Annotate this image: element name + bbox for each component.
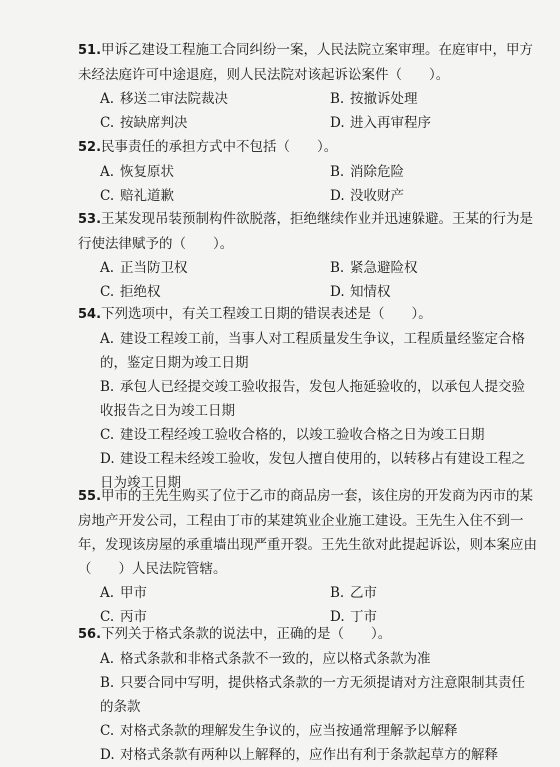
text: 甲诉乙建设工程施工合同纠纷一案，人民法院立案审理。在庭审中，甲方未经法庭许可中途退庭，则人民法院对该起诉讼案件（ ）。 (78, 42, 534, 83)
text: 53. (78, 212, 102, 227)
option-letter: A. (100, 651, 115, 667)
option-d (308, 280, 538, 304)
text: 对格式条款有两种以上解释的，应作出有利于条款起草方的解释 (120, 747, 498, 763)
option-a (78, 327, 538, 375)
option-c (78, 280, 308, 304)
text: 格式条款和非格式条款不一致的，应以格式条款为准 (120, 651, 431, 667)
option-b (308, 581, 538, 605)
option-letter: C. (100, 284, 115, 300)
text: 恢复原状 (120, 164, 174, 180)
question-stem (78, 302, 538, 327)
text: 进入再审程序 (350, 115, 431, 131)
text: 民事责任的承担方式中不包括（ ）。 (101, 139, 338, 155)
text: 按撤诉处理 (350, 91, 418, 107)
question-54 (78, 302, 538, 495)
text: 按缺席判决 (120, 115, 188, 131)
question-stem (78, 207, 538, 256)
option-letter: B. (100, 379, 115, 395)
option-letter: A. (100, 164, 115, 180)
option-c (78, 423, 538, 447)
option-a (78, 160, 308, 184)
text: 56. (78, 627, 102, 642)
option-letter: C. (100, 427, 115, 443)
options (78, 327, 538, 495)
option-a (78, 256, 308, 280)
option-d (78, 743, 538, 767)
option-letter: C. (100, 609, 115, 625)
option-letter: D. (330, 609, 345, 625)
option-c (78, 111, 308, 135)
options (78, 647, 538, 767)
option-a (78, 581, 308, 605)
text: 只要合同中写明，提供格式条款的一方无须提请对方注意限制其责任的条款 (100, 675, 525, 715)
option-letter: A. (100, 260, 115, 276)
option-letter: A. (100, 331, 115, 347)
text: 下列关于格式条款的说法中，正确的是（ ）。 (101, 626, 392, 642)
option-letter: C. (100, 723, 115, 739)
option-d (308, 111, 538, 135)
question-56 (78, 622, 538, 767)
text: 承包人已经提交竣工验收报告，发包人拖延验收的，以承包人提交验收报告之日为竣工日期 (100, 379, 525, 419)
text: 丁市 (350, 609, 377, 625)
text: 甲市 (120, 585, 147, 601)
option-d (308, 184, 538, 208)
option-c (78, 184, 308, 208)
question-stem (78, 135, 538, 160)
text: 正当防卫权 (120, 260, 188, 276)
text: 紧急避险权 (350, 260, 418, 276)
option-letter: D. (330, 284, 345, 300)
options (78, 160, 538, 208)
option-letter: B. (330, 585, 345, 601)
option-b (78, 375, 538, 423)
text: 知情权 (350, 284, 391, 300)
text: 建设工程未经竣工验收，发包人擅自使用的，以转移占有建设工程之日为竣工日期 (100, 451, 525, 491)
options (78, 87, 538, 135)
text: 赔礼道歉 (120, 188, 174, 204)
option-letter: B. (330, 91, 345, 107)
question-51 (78, 38, 538, 135)
option-letter: B. (330, 260, 345, 276)
options (78, 256, 538, 304)
text: 甲市的王先生购买了位于乙市的商品房一套，该住房的开发商为丙市的某房地产开发公司，工程由丁市的某建筑业企业施工建设。王先生入住不到一年，发现该房屋的承重墙出现严重开裂。王先生欲对此提起诉讼，则本案应由（ ）人民法院管辖。 (78, 488, 537, 577)
text: 55. (78, 489, 102, 504)
text: 建设工程经竣工验收合格的，以竣工验收合格之日为竣工日期 (120, 427, 485, 443)
option-b (308, 87, 538, 111)
option-letter: C. (100, 188, 115, 204)
option-letter: D. (330, 115, 345, 131)
text: 52. (78, 140, 102, 155)
option-letter: D. (330, 188, 345, 204)
option-a (78, 87, 308, 111)
text: 没收财产 (350, 188, 404, 204)
option-letter: B. (330, 164, 345, 180)
option-b (308, 160, 538, 184)
question-55 (78, 484, 538, 629)
question-stem (78, 484, 538, 581)
option-a (78, 647, 538, 671)
text: 乙市 (350, 585, 377, 601)
option-letter: D. (100, 451, 115, 467)
question-stem (78, 622, 538, 647)
text: 移送二审法院裁决 (120, 91, 228, 107)
question-53 (78, 207, 538, 304)
option-b (78, 671, 538, 719)
option-letter: B. (100, 675, 115, 691)
text: 对格式条款的理解发生争议的，应当按通常理解予以解释 (120, 723, 458, 739)
option-b (308, 256, 538, 280)
text: 下列选项中，有关工程竣工日期的错误表述是（ ）。 (101, 306, 432, 322)
option-letter: A. (100, 91, 115, 107)
text: 拒绝权 (120, 284, 161, 300)
question-stem (78, 38, 538, 87)
option-letter: C. (100, 115, 115, 131)
option-letter: A. (100, 585, 115, 601)
text: 建设工程竣工前，当事人对工程质量发生争议，工程质量经鉴定合格的，鉴定日期为竣工日期 (100, 331, 525, 371)
text: 54. (78, 307, 102, 322)
text: 丙市 (120, 609, 147, 625)
text: 王某发现吊装预制构件欲脱落，拒绝继续作业并迅速躲避。王某的行为是行使法律赋予的（ ）。 (78, 211, 534, 252)
text: 51. (78, 43, 102, 58)
option-c (78, 719, 538, 743)
option-letter: D. (100, 747, 115, 763)
text: 消除危险 (350, 164, 404, 180)
question-52 (78, 135, 538, 208)
